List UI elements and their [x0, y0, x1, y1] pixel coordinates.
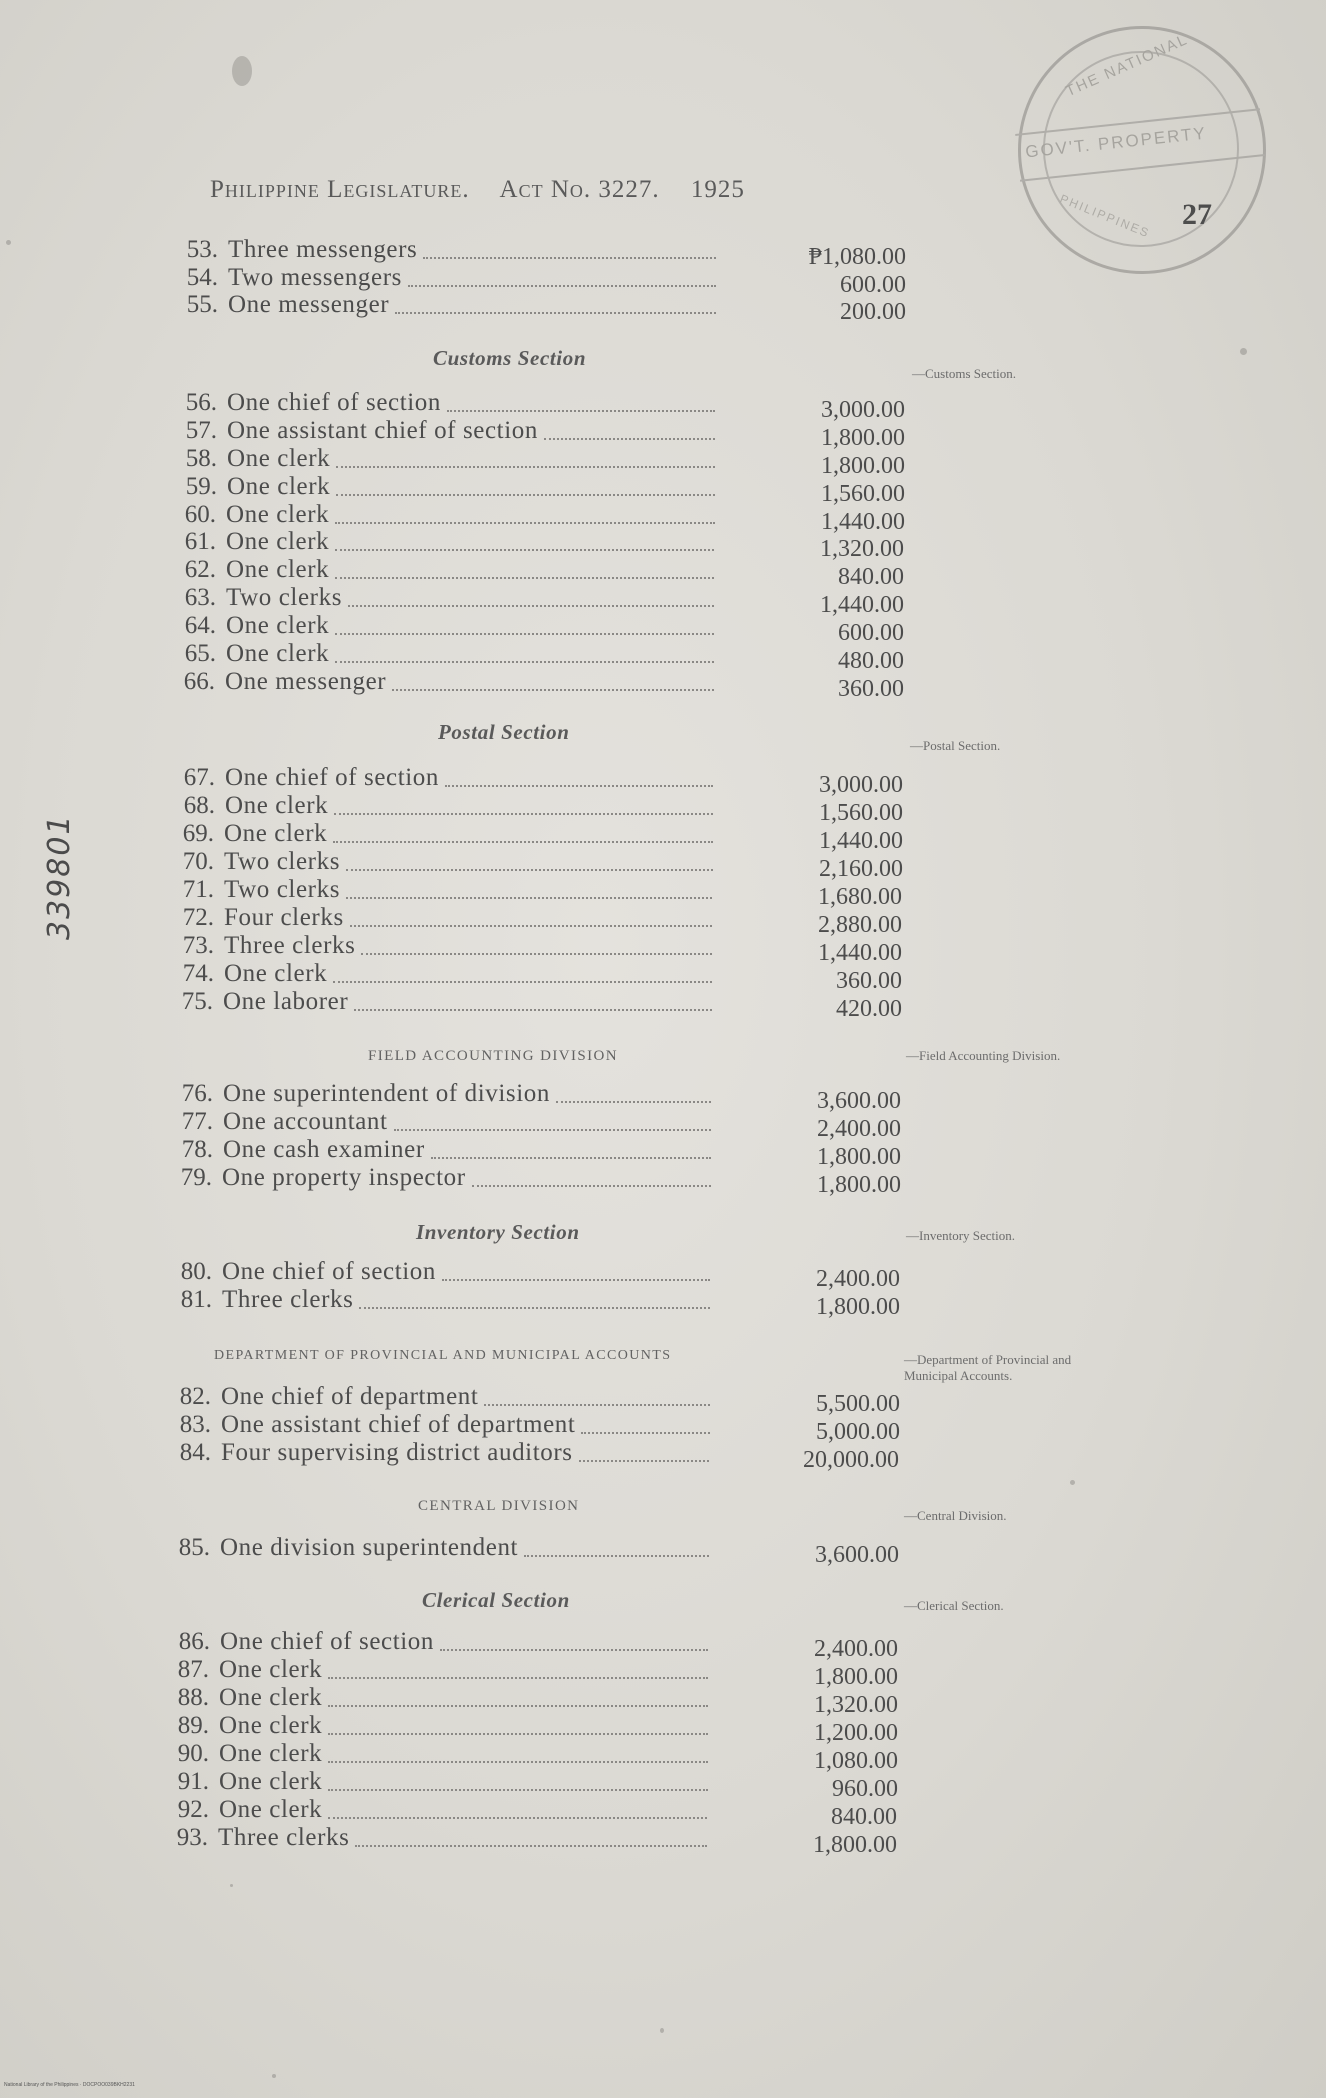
item-description: One clerk	[226, 612, 330, 639]
line-item	[164, 556, 904, 590]
dot-leader	[392, 689, 714, 691]
dot-leader	[328, 1761, 708, 1763]
item-description: One clerk	[219, 1712, 323, 1739]
item-number: 55.	[186, 291, 218, 318]
item-number: 68.	[183, 792, 215, 819]
line-item	[161, 1080, 901, 1114]
item-number: 64.	[184, 612, 216, 639]
item-amount: 5,000.00	[816, 1419, 900, 1445]
dot-leader	[328, 1733, 708, 1735]
item-amount: 1,440.00	[821, 509, 905, 535]
item-number: 83.	[179, 1411, 211, 1438]
dot-leader	[394, 1129, 711, 1131]
line-item	[157, 1684, 898, 1718]
dot-leader	[335, 633, 714, 635]
line-item	[165, 389, 905, 423]
margin-note-clerical: —Clerical Section.	[904, 1598, 1004, 1613]
line-item	[157, 1796, 897, 1830]
margin-note-inventory: —Inventory Section.	[906, 1228, 1016, 1243]
dot-leader	[335, 522, 715, 524]
item-number: 60.	[184, 501, 216, 528]
line-item	[157, 1740, 898, 1774]
ink-speck	[232, 56, 252, 86]
dot-leader	[484, 1404, 710, 1406]
line-item	[161, 988, 902, 1022]
item-amount: 600.00	[838, 620, 904, 646]
item-description: One assistant chief of department	[221, 1411, 576, 1438]
item-description: One clerk	[219, 1684, 323, 1711]
dot-leader	[431, 1157, 711, 1159]
item-description: One clerk	[219, 1768, 323, 1795]
item-description: One messenger	[228, 291, 390, 318]
dot-leader	[423, 257, 716, 259]
ink-speck	[660, 2028, 664, 2033]
dot-leader	[359, 1307, 710, 1309]
stamp-text-top: THE NATIONAL	[1063, 30, 1191, 101]
item-amount: 1,320.00	[814, 1692, 898, 1718]
item-number: 76.	[181, 1080, 213, 1107]
dot-leader	[361, 953, 712, 955]
item-number: 80.	[180, 1258, 212, 1285]
item-description: One clerk	[227, 445, 331, 472]
item-number: 65.	[184, 640, 216, 667]
item-description: One superintendent of division	[223, 1080, 550, 1107]
item-description: Three clerks	[224, 932, 356, 959]
line-item	[162, 848, 903, 882]
item-description: One chief of section	[225, 764, 440, 791]
item-number: 69.	[182, 820, 214, 847]
item-amount: 420.00	[836, 996, 902, 1022]
item-number: 71.	[182, 876, 214, 903]
item-amount: 2,400.00	[816, 1266, 900, 1292]
item-amount: 1,320.00	[820, 536, 904, 562]
scan-footer: National Library of the Philippines · DOCPOO039BKH2231	[4, 2082, 135, 2088]
dot-leader	[445, 785, 713, 787]
item-number: 67.	[183, 764, 215, 791]
line-item	[157, 1656, 898, 1690]
item-amount: 360.00	[838, 676, 904, 702]
item-amount: 1,800.00	[817, 1172, 901, 1198]
dot-leader	[408, 285, 716, 287]
heading-postal-section: Postal Section	[438, 720, 570, 744]
dot-leader	[395, 312, 716, 314]
margin-note-customs: —Customs Section.	[912, 366, 1017, 381]
line-item	[166, 264, 906, 298]
item-amount: 1,800.00	[817, 1144, 901, 1170]
item-description: One assistant chief of section	[227, 417, 538, 444]
act-year: 1925	[690, 176, 745, 203]
item-amount: 1,440.00	[818, 940, 902, 966]
item-number: 72.	[182, 904, 214, 931]
library-stamp	[1018, 26, 1266, 274]
item-number: 73.	[182, 932, 214, 959]
item-number: 61.	[184, 528, 216, 555]
dot-leader	[336, 466, 715, 468]
line-item	[165, 445, 905, 479]
item-amount: 5,500.00	[816, 1391, 900, 1417]
item-description: One clerk	[219, 1740, 323, 1767]
item-amount: 3,600.00	[815, 1542, 899, 1568]
running-title: Philippine Legislature.	[210, 176, 470, 203]
item-amount: 1,440.00	[819, 828, 903, 854]
line-item	[159, 1383, 900, 1417]
line-item	[163, 668, 904, 702]
line-item	[161, 1136, 901, 1170]
line-item	[162, 820, 903, 854]
stamp-text-bottom: PHILIPPINES	[1057, 191, 1153, 241]
ink-speck	[230, 1884, 233, 1887]
dot-leader	[335, 549, 714, 551]
line-item	[156, 1824, 897, 1858]
item-number: 82.	[179, 1383, 211, 1410]
dot-leader	[556, 1101, 711, 1103]
line-item	[158, 1534, 899, 1568]
line-item	[162, 876, 902, 910]
item-amount: 1,200.00	[814, 1720, 898, 1746]
item-description: Four supervising district auditors	[221, 1439, 573, 1466]
item-number: 66.	[183, 668, 215, 695]
item-description: Three clerks	[218, 1824, 350, 1851]
item-amount: 1,080.00	[814, 1748, 898, 1774]
item-number: 63.	[184, 584, 216, 611]
item-description: One messenger	[225, 668, 387, 695]
item-amount: 960.00	[832, 1776, 898, 1802]
dot-leader	[334, 813, 713, 815]
item-amount: 1,680.00	[818, 884, 902, 910]
item-description: One clerk	[226, 528, 330, 555]
item-description: Three clerks	[222, 1286, 354, 1313]
item-number: 74.	[182, 960, 214, 987]
dot-leader	[348, 605, 714, 607]
item-description: Two clerks	[226, 584, 343, 611]
item-description: One chief of department	[221, 1383, 479, 1410]
dot-leader	[328, 1705, 708, 1707]
item-amount: 200.00	[840, 299, 906, 325]
handwritten-note: 339801	[42, 813, 77, 940]
item-amount: 2,400.00	[817, 1116, 901, 1142]
item-number: 88.	[177, 1684, 209, 1711]
item-number: 92.	[177, 1796, 209, 1823]
item-description: Two clerks	[224, 848, 341, 875]
ink-speck	[272, 2074, 276, 2078]
line-item	[163, 792, 903, 826]
item-number: 57.	[185, 417, 217, 444]
stamp-text-middle: GOV'T. PROPERTY	[1024, 123, 1208, 162]
item-description: One division superintendent	[220, 1534, 519, 1561]
heading-central-division: CENTRAL DIVISION	[418, 1498, 580, 1514]
item-amount: 1,800.00	[813, 1832, 897, 1858]
item-description: One property inspector	[222, 1164, 466, 1191]
item-description: Four clerks	[224, 904, 344, 931]
act-number: Act No. 3227.	[499, 176, 660, 203]
item-number: 85.	[178, 1534, 210, 1561]
item-description: One clerk	[226, 640, 330, 667]
dot-leader	[336, 494, 715, 496]
item-number: 89.	[177, 1712, 209, 1739]
running-head	[210, 176, 769, 204]
line-item	[160, 1164, 901, 1198]
item-amount: 1,440.00	[820, 592, 904, 618]
item-number: 59.	[185, 473, 217, 500]
line-item	[166, 236, 906, 270]
heading-customs-section: Customs Section	[433, 346, 587, 370]
item-amount: 1,560.00	[821, 481, 905, 507]
ink-speck	[1070, 1480, 1075, 1485]
line-item	[162, 904, 902, 938]
item-amount: 2,400.00	[814, 1636, 898, 1662]
line-item	[164, 584, 904, 618]
dot-leader	[442, 1279, 710, 1281]
item-amount: 840.00	[838, 564, 904, 590]
dot-leader	[354, 1009, 712, 1011]
item-description: One chief of section	[227, 389, 442, 416]
dot-leader	[328, 1817, 707, 1819]
item-number: 77.	[181, 1108, 213, 1135]
line-item	[164, 612, 904, 646]
item-description: One cash examiner	[223, 1136, 425, 1163]
dot-leader	[447, 410, 715, 412]
item-amount: 1,560.00	[819, 800, 903, 826]
item-amount: 3,000.00	[819, 772, 903, 798]
margin-note-postal: —Postal Section.	[910, 738, 1001, 753]
line-item	[164, 640, 904, 674]
line-item	[157, 1768, 898, 1802]
dot-leader	[544, 438, 715, 440]
item-number: 54.	[186, 264, 218, 291]
item-number: 81.	[180, 1286, 212, 1313]
item-amount: 2,160.00	[819, 856, 903, 882]
dot-leader	[440, 1649, 708, 1651]
dot-leader	[524, 1555, 709, 1557]
item-description: One clerk	[225, 792, 329, 819]
item-number: 58.	[185, 445, 217, 472]
page-number: 27	[1182, 198, 1212, 231]
item-description: Two messengers	[228, 264, 402, 291]
dot-leader	[355, 1845, 707, 1847]
item-amount: 600.00	[840, 272, 906, 298]
item-description: One clerk	[224, 960, 328, 987]
margin-note-provincial-municipal: —Department of Provincial and Municipal Accounts.	[904, 1352, 1072, 1383]
item-number: 75.	[181, 988, 213, 1015]
item-number: 93.	[176, 1824, 208, 1851]
line-item	[161, 1108, 901, 1142]
item-number: 70.	[182, 848, 214, 875]
item-description: One clerk	[219, 1796, 323, 1823]
item-amount: 1,800.00	[821, 425, 905, 451]
item-number: 84.	[179, 1439, 211, 1466]
ink-speck	[1240, 348, 1247, 355]
dot-leader	[333, 841, 713, 843]
line-item	[160, 1258, 900, 1292]
item-description: One accountant	[223, 1108, 388, 1135]
item-description: One clerk	[224, 820, 328, 847]
line-item	[158, 1628, 898, 1662]
item-amount: 840.00	[831, 1804, 897, 1830]
item-number: 78.	[181, 1136, 213, 1163]
margin-note-central-division: —Central Division.	[904, 1508, 1007, 1523]
line-item	[165, 473, 905, 507]
line-item	[162, 932, 902, 966]
item-amount: 1,800.00	[816, 1294, 900, 1320]
dot-leader	[333, 981, 712, 983]
item-description: One clerk	[226, 501, 330, 528]
line-item	[159, 1439, 899, 1473]
item-amount: 1,800.00	[814, 1664, 898, 1690]
item-amount: 480.00	[838, 648, 904, 674]
heading-provincial-municipal-accounts: DEPARTMENT OF PROVINCIAL AND MUNICIPAL ACCOUNTS	[214, 1348, 672, 1363]
heading-field-accounting-division: FIELD ACCOUNTING DIVISION	[368, 1048, 618, 1064]
dot-leader	[335, 661, 714, 663]
item-description: One laborer	[223, 988, 349, 1015]
item-description: Two clerks	[224, 876, 341, 903]
dot-leader	[346, 869, 713, 871]
item-number: 56.	[185, 389, 217, 416]
dot-leader	[335, 577, 714, 579]
item-description: One chief of section	[222, 1258, 437, 1285]
line-item	[160, 1286, 900, 1320]
margin-note-field-accounting: —Field Accounting Division.	[906, 1048, 1061, 1063]
item-amount: 360.00	[836, 968, 902, 994]
item-description: One chief of section	[220, 1628, 435, 1655]
line-item	[165, 417, 905, 451]
line-item	[166, 291, 906, 325]
item-number: 86.	[178, 1628, 210, 1655]
item-description: One clerk	[219, 1656, 323, 1683]
heading-inventory-section: Inventory Section	[416, 1220, 580, 1244]
dot-leader	[328, 1677, 708, 1679]
dot-leader	[346, 897, 712, 899]
item-number: 90.	[177, 1740, 209, 1767]
line-item	[164, 528, 904, 562]
item-amount: 3,000.00	[821, 397, 905, 423]
item-amount: 2,880.00	[818, 912, 902, 938]
item-number: 62.	[184, 556, 216, 583]
line-item	[157, 1712, 898, 1746]
item-description: Three messengers	[228, 236, 418, 263]
item-number: 79.	[180, 1164, 212, 1191]
item-description: One clerk	[226, 556, 330, 583]
item-amount: ₱1,080.00	[808, 244, 906, 270]
dot-leader	[581, 1432, 710, 1434]
item-number: 87.	[177, 1656, 209, 1683]
dot-leader	[472, 1185, 711, 1187]
item-number: 91.	[177, 1768, 209, 1795]
dot-leader	[328, 1789, 708, 1791]
item-amount: 1,800.00	[821, 453, 905, 479]
dot-leader	[350, 925, 712, 927]
line-item	[159, 1411, 900, 1445]
item-number: 53.	[186, 236, 218, 263]
dot-leader	[579, 1460, 709, 1462]
item-description: One clerk	[227, 473, 331, 500]
line-item	[164, 501, 905, 535]
ink-speck	[6, 240, 11, 245]
line-item	[163, 764, 903, 798]
heading-clerical-section: Clerical Section	[422, 1588, 570, 1612]
item-amount: 3,600.00	[817, 1088, 901, 1114]
line-item	[162, 960, 902, 994]
item-amount: 20,000.00	[803, 1447, 899, 1473]
